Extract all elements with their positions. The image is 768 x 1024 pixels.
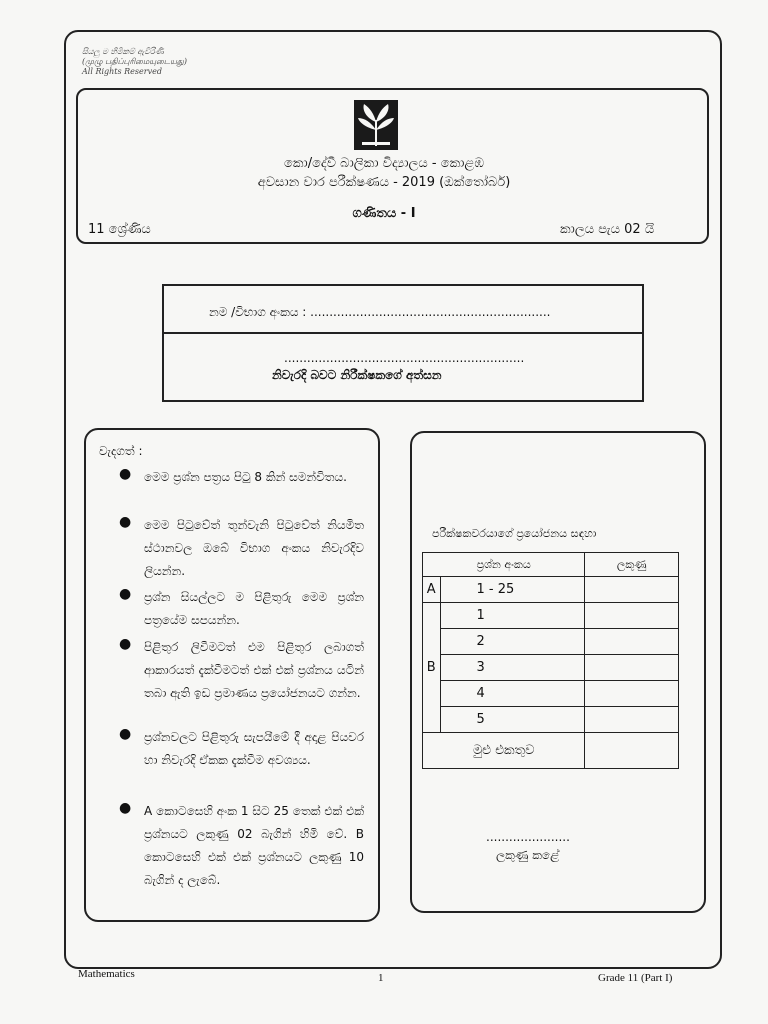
invigilator-signature-label: නිවැරදි බවට නිරීක්ෂකගේ අත්සන <box>272 368 442 382</box>
bullet-icon: ● <box>119 800 132 816</box>
signature-dots[interactable]: ............................................................... <box>284 351 525 365</box>
table-header-row <box>423 553 679 577</box>
school-logo-icon <box>354 100 398 150</box>
table-row <box>423 733 679 769</box>
instruction-item: පිළිතුර ලිවීමටත් එම පිළිතුර ලබාගත් ආකාරයත් දැක්වීමටත් එක් එක් ප්‍රශ්නය යටින් තබා ඇති ඉඩ ප්‍රමාණය ප්‍රයෝජනයට ගන්න. <box>144 640 364 700</box>
name-index-dots: ............................................................... <box>310 305 551 319</box>
copyright-english: All Rights Reserved <box>82 67 162 76</box>
footer-grade: Grade 11 (Part I) <box>598 972 673 984</box>
question-column-header: ප්‍රශ්න අංකය <box>423 553 585 577</box>
question-number: 3 <box>440 655 585 681</box>
copyright-notice <box>82 47 187 77</box>
total-label: මුළු එකතුව <box>423 733 585 769</box>
marks-column-header: ලකුණු <box>585 553 679 577</box>
table-row <box>423 629 679 655</box>
name-index-label: නම /විභාග අංකය : <box>209 305 307 319</box>
subject-title: ගණිතය - I <box>352 206 416 221</box>
section-b-label: B <box>423 603 441 733</box>
section-a-label: A <box>423 577 441 603</box>
table-row <box>423 603 679 629</box>
examiner-title: පරීක්ෂකවරයාගේ ප්‍රයෝජනය සඳහා <box>432 527 597 540</box>
examiner-box <box>410 431 706 913</box>
question-number: 1 <box>440 603 585 629</box>
marks-table <box>422 552 679 769</box>
bullet-icon: ● <box>119 514 132 530</box>
question-number: 4 <box>440 681 585 707</box>
instruction-item: A කොටසෙහි අංක 1 සිට 25 තෙක් එක් එක් ප්‍රශ්නයට ලකුණු 02 බැගින් හිමි වේ. B කොටසෙහි එක් එක් ප්‍රශ්නයට ලකුණු 10 බැගින් ද ලැබේ. <box>144 804 364 887</box>
instructions-title: වැදගත් : <box>99 444 143 458</box>
question-number: 2 <box>440 629 585 655</box>
table-row <box>423 577 679 603</box>
instruction-item: මෙම ප්‍රශ්න පත්‍රය පිටු 8 කින් සමන්විතය. <box>144 470 347 484</box>
marks-cell[interactable] <box>585 577 679 603</box>
grade-label: 11 ශ්‍රේණිය <box>88 222 151 237</box>
table-row <box>423 681 679 707</box>
question-number: 5 <box>440 707 585 733</box>
table-row <box>423 707 679 733</box>
instruction-item: ප්‍රශ්නවලට පිළිතුරු සැපයීමේ දී අදාළ පියවර හා නිවැරදි ඒකක දැක්වීම අවශ්‍යය. <box>144 730 364 767</box>
duration-label: කාලය පැය 02 යි <box>560 222 655 237</box>
marks-cell[interactable] <box>585 655 679 681</box>
footer-page-number: 1 <box>378 972 384 984</box>
total-marks-cell[interactable] <box>585 733 679 769</box>
marks-cell[interactable] <box>585 629 679 655</box>
copyright-sinhala: සියලු ම හිමිකම් ඇවිරිණි <box>82 47 164 56</box>
copyright-tamil: (முழு பதிப்புரிமையுடையது) <box>82 57 187 66</box>
school-name: කො/දේවී බාලිකා විද්‍යාලය - කොළඹ <box>284 156 484 171</box>
candidate-info-box <box>162 284 644 402</box>
name-index-field[interactable] <box>209 305 550 320</box>
marked-by-label: ලකුණු කළේ <box>496 848 560 862</box>
instruction-item: මෙම පිටුවේත් තුන්වැනි පිටුවේත් නියමිත ස්ථානවල ඔබේ විභාග අංකය නිවැරදිව ලියන්න. <box>144 518 364 578</box>
section-a-range: 1 - 25 <box>440 577 585 603</box>
marks-cell[interactable] <box>585 681 679 707</box>
table-row <box>423 655 679 681</box>
marks-cell[interactable] <box>585 707 679 733</box>
bullet-icon: ● <box>119 586 132 602</box>
divider <box>164 332 642 334</box>
bullet-icon: ● <box>119 726 132 742</box>
bullet-icon: ● <box>119 466 132 482</box>
footer-subject: Mathematics <box>78 968 135 980</box>
instruction-item: ප්‍රශ්න සියල්ලට ම පිළිතුරු මෙම ප්‍රශ්න පත්‍රයේම සපයන්න. <box>144 590 364 627</box>
marks-cell[interactable] <box>585 603 679 629</box>
exam-title: අවසාන වාර පරීක්ෂණය - 2019 (ඔක්තෝබර්) <box>257 175 511 190</box>
marked-by-dots[interactable]: ...................... <box>486 830 570 844</box>
instructions-box <box>84 428 380 922</box>
bullet-icon: ● <box>119 636 132 652</box>
